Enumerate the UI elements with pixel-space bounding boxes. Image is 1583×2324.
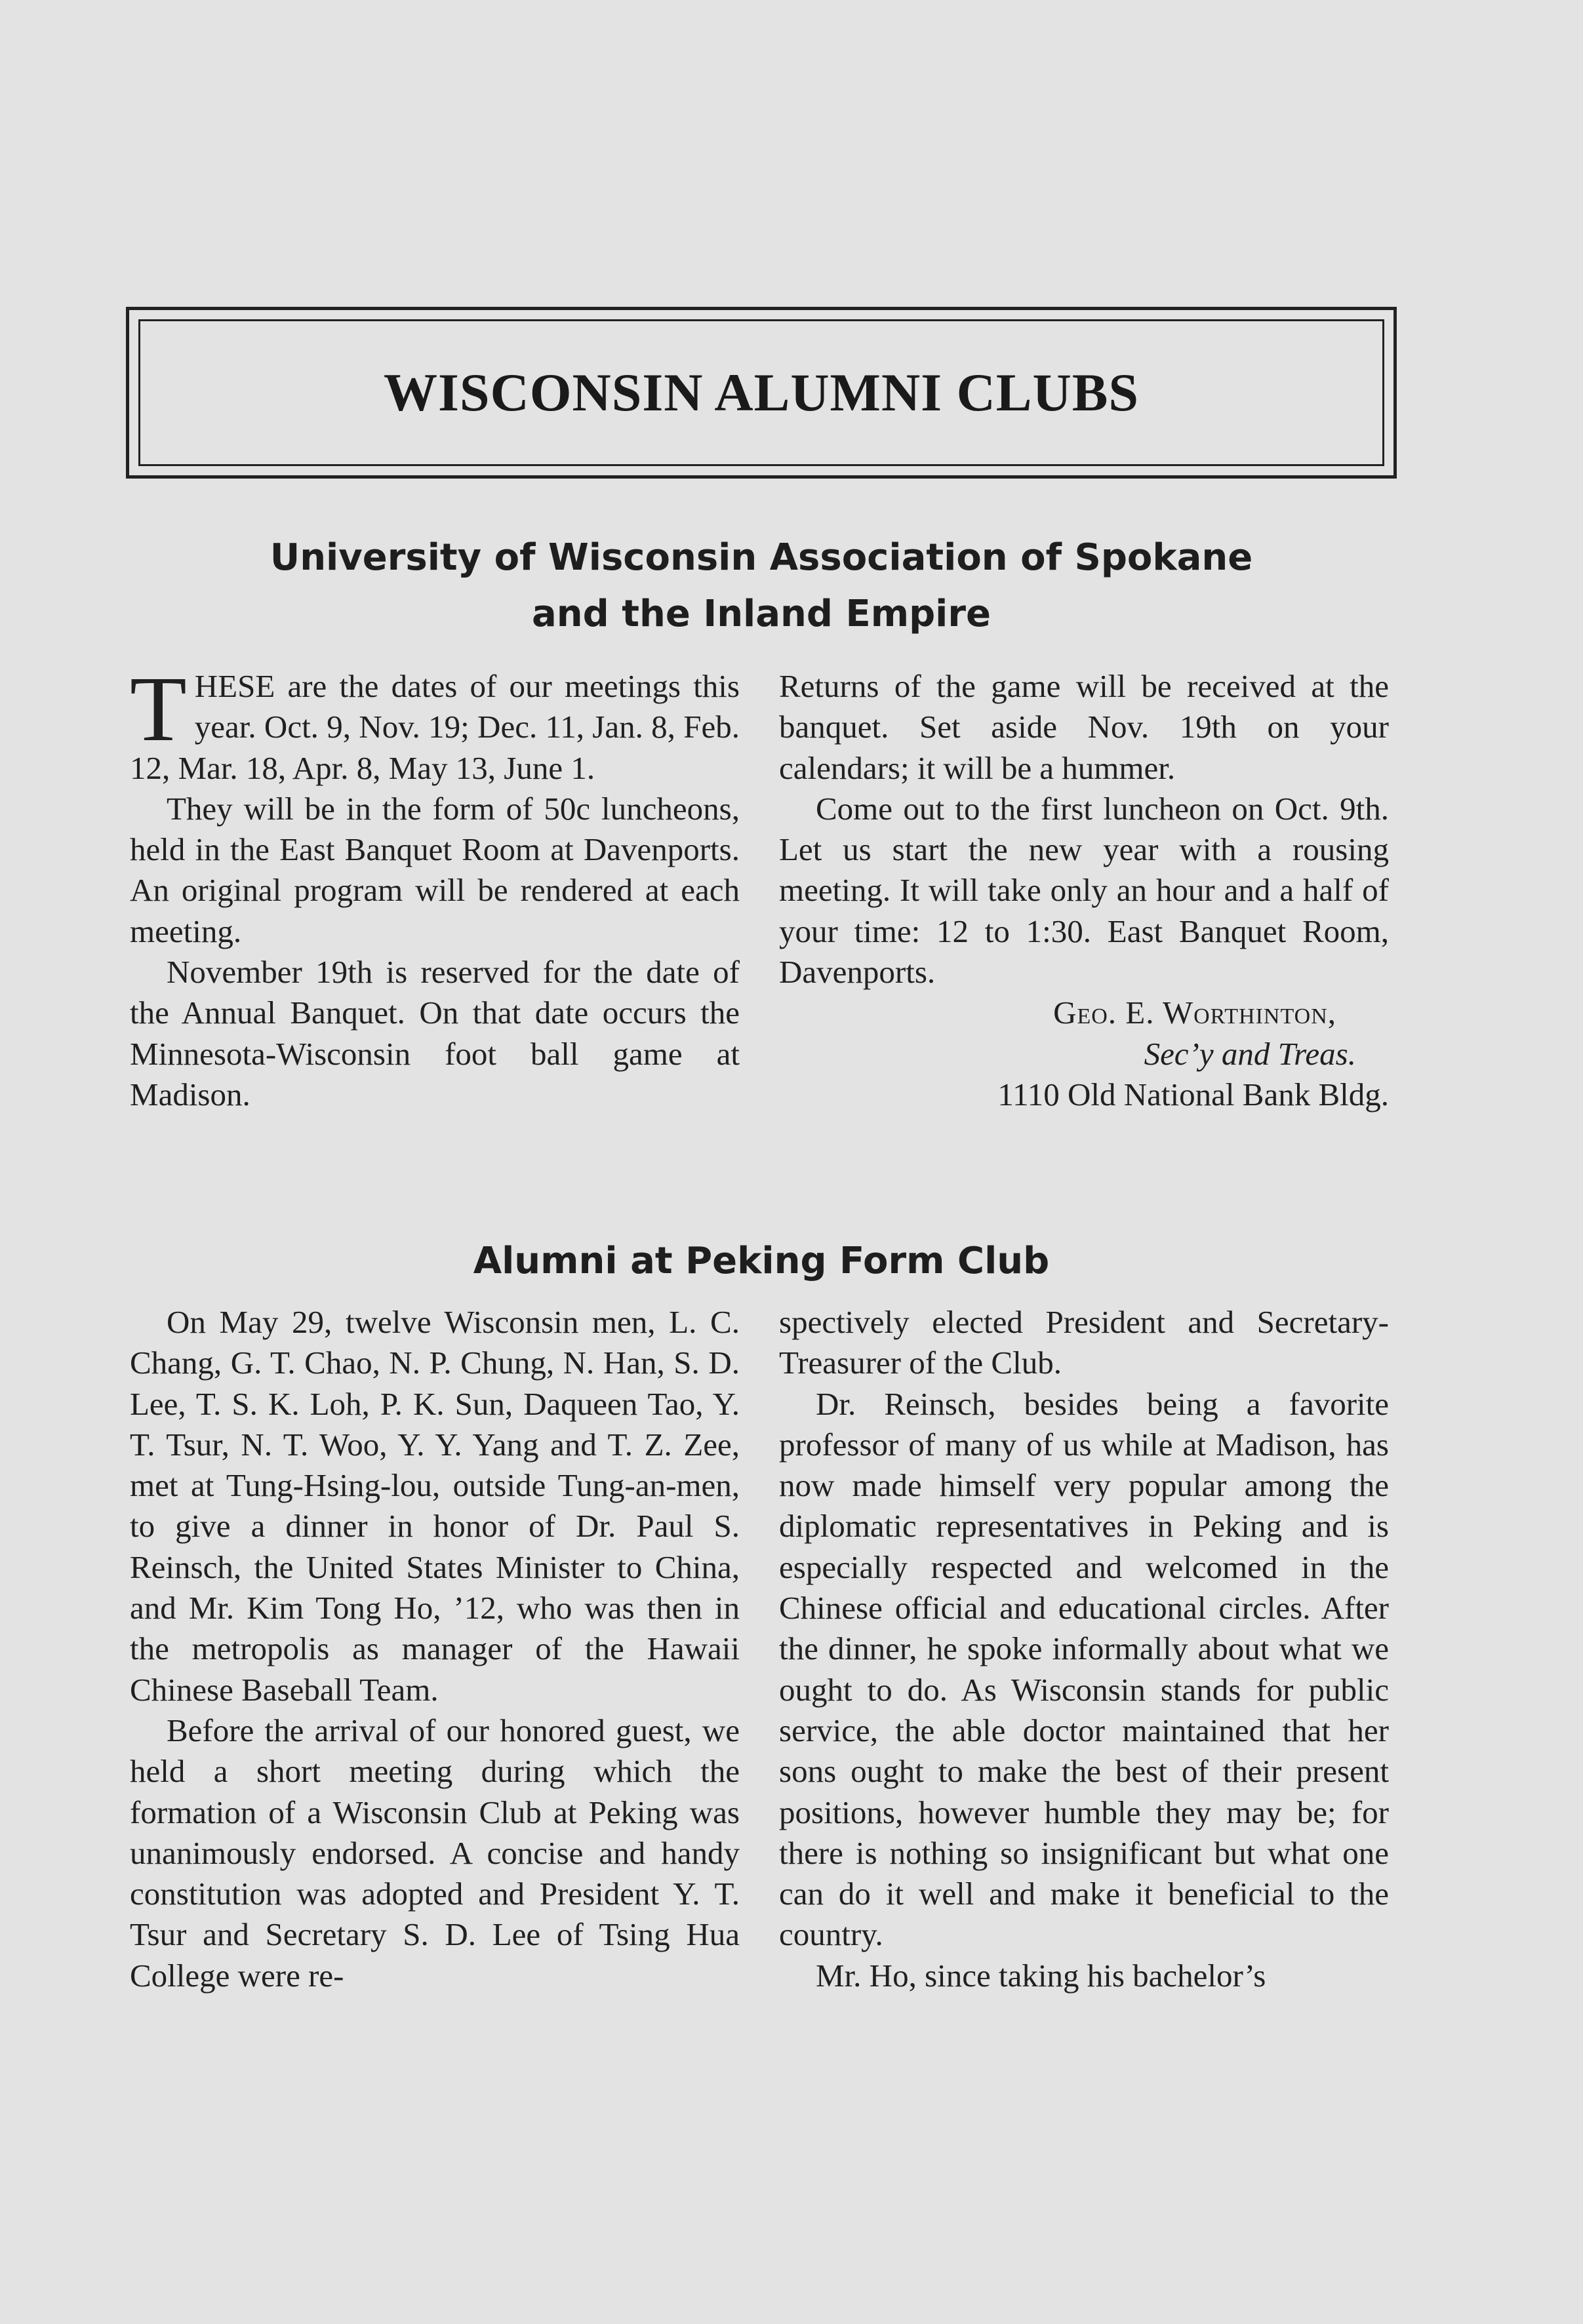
spokane-paragraph-3: November 19th is reserved for the date of the Annual Banquet. On that date occurs the Minnesota-Wisconsin foot ball game at Madison. bbox=[130, 954, 740, 1113]
peking-paragraph-3: spectively elected President and Secretary-Treasurer of the Club. bbox=[779, 1304, 1389, 1381]
peking-paragraph-4: Dr. Reinsch, besides being a favorite professor of many of us while at Madison, has now made himself very popular among the diplomatic representatives in Peking and is especially respected and welcomed in the Chinese official and educational circles. After the dinner, he spoke informally about what we ought to do. As Wisconsin stands for public service, the able doctor maintained that her sons ought to make the best of their present positions, however humble they may be; for there is nothing so insignificant but what one can do it well and make it beneficial to the country. bbox=[779, 1385, 1389, 1953]
peking-paragraph-1: On May 29, twelve Wisconsin men, L. C. Chang, G. T. Chao, N. P. Chung, N. Han, S. D. Lee, T. S. K. Loh, P. K. Sun, Daqueen Tao, Y. T. Tsur, N. T. Woo, Y. Y. Yang and T. Z. Zee, met at Tung-Hsing-lou, outside Tung-an-men, to give a dinner in honor of Dr. Paul S. Reinsch, the United States Minister to China, and Mr. Kim Tong Ho, ’12, who was then in the metropolis as manager of the Hawaii Chinese Baseball Team. bbox=[130, 1304, 740, 1708]
spokane-paragraph-2: They will be in the form of 50c luncheons, held in the East Banquet Room at Davenports. An original program will be rendered at each meeting. bbox=[130, 790, 740, 949]
page-title: WISCONSIN ALUMNI CLUBS bbox=[383, 363, 1140, 422]
peking-left-column bbox=[130, 1302, 740, 1996]
peking-paragraph-2: Before the arrival of our honored guest, we held a short meeting during which the formation of a Wisconsin Club at Peking was unanimously endorsed. A concise and handy constitution was adopted and President Y. T. Tsur and Secretary S. D. Lee of Tsing Hua College were re- bbox=[130, 1712, 740, 1994]
spokane-right-column bbox=[779, 666, 1389, 1115]
drop-cap: T bbox=[130, 657, 187, 760]
signature-name: Geo. E. Worthinton, bbox=[1053, 995, 1336, 1031]
peking-heading: Alumni at Peking Form Club bbox=[473, 1240, 1050, 1282]
spokane-paragraph-5: Come out to the first luncheon on Oct. 9th. Let us start the new year with a rousing meeting. It will take only an hour and a half of your time: 12 to 1:30. East Banquet Room, Davenports. bbox=[779, 790, 1389, 991]
signature-address: 1110 Old National Bank Bldg. bbox=[997, 1076, 1389, 1113]
title-box bbox=[126, 307, 1397, 479]
spokane-heading-line1: University of Wisconsin Association of Spokane bbox=[270, 536, 1253, 579]
spokane-left-column bbox=[130, 657, 740, 1115]
peking-right-column bbox=[779, 1302, 1389, 1996]
peking-paragraph-5: Mr. Ho, since taking his bachelor’s bbox=[816, 1957, 1266, 1994]
signature-title: Sec’y and Treas. bbox=[1144, 1035, 1356, 1072]
spokane-heading bbox=[126, 530, 1397, 642]
spokane-heading-line2: and the Inland Empire bbox=[532, 593, 991, 635]
spokane-paragraph-4: Returns of the game will be received at the banquet. Set aside Nov. 19th on your calendars; it will be a hummer. bbox=[779, 668, 1389, 786]
spokane-paragraph-1: THESE are the dates of our meetings this year. Oct. 9, Nov. 19; Dec. 11, Jan. 8, Feb. 12, Mar. 18, Apr. 8, May 13, June 1. bbox=[130, 657, 740, 786]
